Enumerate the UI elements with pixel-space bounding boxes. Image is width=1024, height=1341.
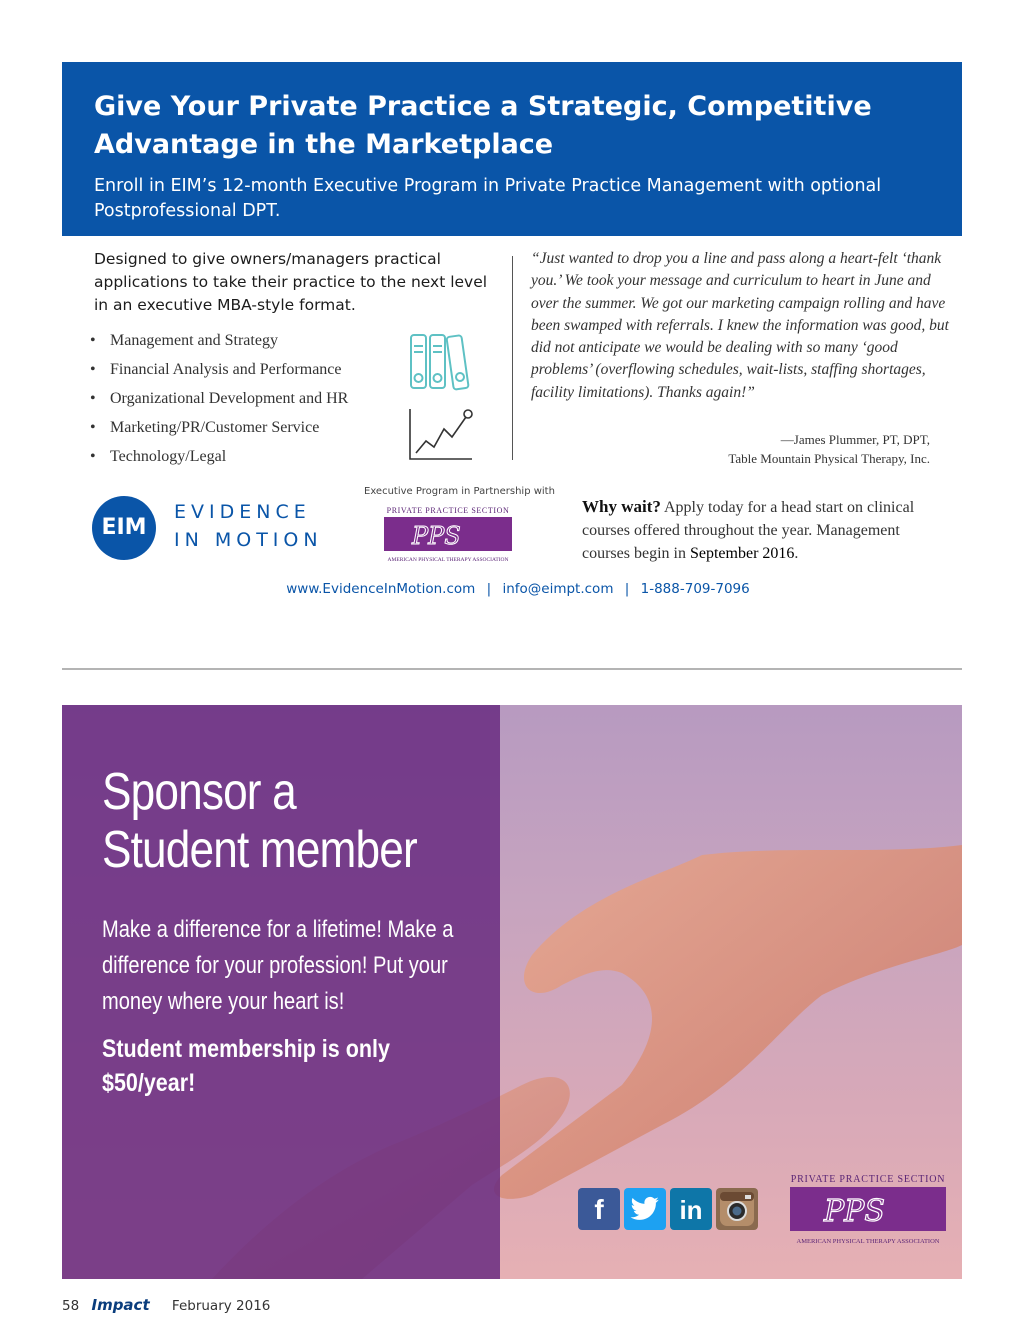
facebook-icon[interactable]: f: [578, 1188, 620, 1230]
program-intro: Designed to give owners/managers practical applications to take their practice to the next level in an executive MBA-style format.: [94, 250, 488, 314]
column-divider: [512, 256, 513, 460]
page-number: 58: [62, 1298, 80, 1314]
ad-copy: Make a difference for a lifetime! Make a difference for your profession! Put your money where your heart is!: [102, 916, 454, 1015]
attribution-name: —James Plummer, PT, DPT,: [780, 432, 930, 447]
why-wait-text: Why wait? Apply today for a head start on clinical courses offered throughout the year. Management courses begin in September 2016.: [582, 497, 915, 562]
svg-text:PPS: PPS: [412, 522, 461, 550]
attribution-org: Table Mountain Physical Therapy, Inc.: [728, 451, 930, 466]
svg-text:PPS: PPS: [824, 1194, 885, 1229]
testimonial-attribution: [728, 430, 930, 468]
eim-logo-line1: EVIDENCE: [174, 501, 311, 523]
issue-date: February 2016: [171, 1298, 271, 1314]
twitter-icon[interactable]: [624, 1188, 666, 1230]
svg-text:AMERICAN PHYSICAL THERAPY ASSO: AMERICAN PHYSICAL THERAPY ASSOCIATION: [796, 1238, 940, 1245]
separator: |: [486, 581, 492, 597]
magazine-title: Impact: [91, 1296, 150, 1314]
start-date: September 2016: [689, 545, 795, 562]
phone-number[interactable]: 1-888-709-7096: [640, 581, 750, 597]
email-link[interactable]: info@eimpt.com: [502, 581, 614, 597]
eim-logo-line2: IN MOTION: [174, 529, 323, 551]
list-item: • Financial Analysis and Performance: [90, 361, 342, 378]
linkedin-icon[interactable]: in: [670, 1188, 712, 1230]
separator: |: [624, 581, 630, 597]
section-divider: [62, 668, 962, 670]
eim-logo-mark: EIM: [92, 496, 156, 560]
pps-logo-large: [788, 1171, 948, 1251]
instagram-icon[interactable]: [716, 1188, 758, 1230]
list-item: • Technology/Legal: [90, 448, 227, 465]
contact-line: [0, 581, 1024, 597]
ad-price: Student membership is only $50/year!: [102, 1035, 390, 1097]
partner-label: Executive Program in Partnership with: [364, 486, 555, 497]
sponsor-ad: [62, 705, 962, 1279]
curriculum-list: [90, 328, 348, 473]
website-link[interactable]: www.EvidenceInMotion.com: [286, 581, 476, 597]
banner-headline: Give Your Private Practice a Strategic, Competitive Advantage in the Marketplace: [94, 91, 872, 160]
growth-chart-icon: [408, 407, 474, 463]
page-footer: [62, 1296, 270, 1314]
ad-headline: Sponsor a Student member: [102, 763, 417, 879]
program-banner: [62, 62, 962, 236]
pps-logo-small: [382, 504, 514, 564]
testimonial-quote: “Just wanted to drop you a line and pass along a heart-felt ‘thank you.’ We took your message and curriculum to heart in June and over the summer. We got our marketing campaign rolling and have been swamped with referrals. I knew the information was good, but did not anticipate we would be dealing with so many ‘good problems’ (overflowing schedules, wait-lists, staffing shortages, facility limitations). Thanks again!”: [531, 250, 949, 401]
banner-subheadline: Enroll in EIM’s 12-month Executive Program in Private Practice Management with optional Postprofessional DPT.: [94, 176, 882, 221]
svg-text:PRIVATE PRACTICE SECTION: PRIVATE PRACTICE SECTION: [790, 1174, 946, 1185]
list-item: • Marketing/PR/Customer Service: [90, 419, 320, 436]
svg-text:PRIVATE PRACTICE SECTION: PRIVATE PRACTICE SECTION: [386, 506, 510, 515]
binders-icon: [408, 332, 474, 392]
list-item: • Organizational Development and HR: [90, 390, 349, 407]
why-wait-lead: Why wait?: [582, 497, 661, 516]
svg-text:AMERICAN PHYSICAL THERAPY ASSO: AMERICAN PHYSICAL THERAPY ASSOCIATION: [387, 557, 509, 563]
list-item: • Management and Strategy: [90, 332, 278, 349]
